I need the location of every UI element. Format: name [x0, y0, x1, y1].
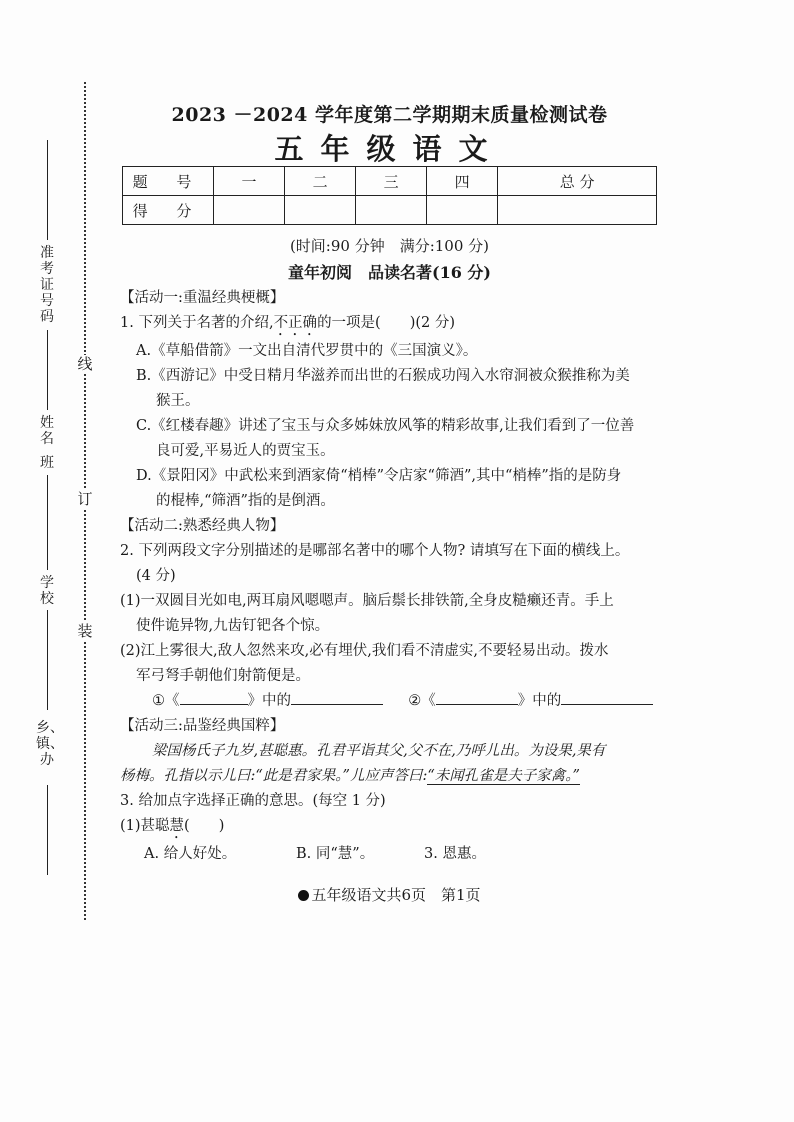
name-write-line[interactable] — [47, 330, 48, 410]
time-info: (时间:90 分钟 满分:100 分) — [289, 237, 490, 255]
score-cell: 题 号 — [123, 167, 214, 196]
section-title: 童年初阅 品读名著(16 分) — [288, 263, 491, 282]
exam-title: 2023 －2024 学年度第二学期期末质量检测试卷 — [171, 104, 608, 126]
q3-sub-1: (1)甚聪慧( ) — [120, 818, 225, 834]
page-footer — [122, 884, 657, 905]
score-input-cell[interactable] — [427, 196, 498, 225]
q3-answer-paren[interactable]: ( ) — [184, 818, 225, 834]
dotted-character: 慧 — [169, 818, 185, 834]
score-input-cell[interactable] — [214, 196, 285, 225]
q1-option-b-cont: 猴王。 — [156, 393, 200, 409]
town-label: 乡、镇、办 — [36, 720, 64, 768]
q1-option-b[interactable]: B.《西游记》中受日精月华滋养而出世的石猴成功闯入水帘洞被众猴推称为美 — [136, 368, 630, 384]
exam-no-label: 准考证号码 — [40, 245, 54, 325]
question-1-stem: 1. 下列关于名著的介绍,不正确的一项是( )(2 分) — [120, 315, 456, 331]
score-cell: 得 分 — [123, 196, 214, 225]
score-table — [122, 166, 657, 225]
question-3-stem: 3. 给加点字选择正确的意思。(每空 1 分) — [120, 793, 386, 809]
footer-text: 五年级语文共6页 第1页 — [311, 886, 481, 904]
subject-title: 五年级语文 — [274, 132, 505, 166]
score-input-cell[interactable] — [498, 196, 657, 225]
character-blank-1[interactable] — [291, 690, 383, 705]
class-label: 班 — [40, 455, 54, 471]
exam-no-write-line[interactable] — [47, 140, 48, 240]
dotted-emphasis: 不正确 — [273, 315, 318, 331]
score-cell: 三 — [356, 167, 427, 196]
score-table-score-row — [123, 196, 657, 225]
q3-choice-a[interactable]: A. 给人好处。 — [144, 846, 237, 862]
q1-option-a[interactable]: A.《草船借箭》一文出自清代罗贯中的《三国演义》。 — [136, 343, 478, 359]
question-2-points: (4 分) — [136, 568, 176, 584]
activity-1-heading: 【活动一:重温经典梗概】 — [120, 290, 285, 306]
q2-passage-1-cont: 使件诡异物,九齿钉钯各个惊。 — [136, 618, 330, 634]
activity-3-heading: 【活动三:品鉴经典国粹】 — [120, 718, 285, 734]
score-cell: 总 分 — [498, 167, 657, 196]
binding-margin — [0, 0, 115, 940]
score-input-cell[interactable] — [356, 196, 427, 225]
q3-choice-b[interactable]: B. 同“慧”。 — [296, 846, 375, 862]
q1-option-c[interactable]: C.《红楼春趣》讲述了宝玉与众多姊妹放风筝的精彩故事,让我们看到了一位善 — [136, 418, 635, 434]
q1-option-d[interactable]: D.《景阳冈》中武松来到酒家倚“梢棒”令店家“筛酒”,其中“梢棒”指的是防身 — [136, 468, 622, 484]
name-label: 姓名 — [40, 415, 54, 447]
score-cell: 一 — [214, 167, 285, 196]
q2-passage-2: (2)江上雾很大,敌人忽然来攻,必有埋伏,我们看不清虚实,不要轻易出动。拨水 — [120, 643, 609, 659]
book-title-blank-1[interactable] — [180, 690, 248, 705]
class-write-line[interactable] — [47, 475, 48, 570]
q3-choice-c[interactable]: 3. 恩惠。 — [424, 846, 486, 862]
bullet-icon — [298, 890, 309, 901]
q2-answer-blanks: ①《 》中的 ②《 》中的 — [120, 689, 660, 714]
q2-passage-1: (1)一双圆目光如电,两耳扇风嗯嗯声。脑后鬃长排铁箭,全身皮糙癞还青。手上 — [120, 593, 614, 609]
underlined-sentence: “未闻孔雀是夫子家禽。” — [427, 768, 580, 784]
q1-option-c-cont: 良可爱,平易近人的贾宝玉。 — [156, 443, 335, 459]
binding-zhuang-char: 装 — [77, 622, 93, 640]
character-blank-2[interactable] — [561, 690, 653, 705]
activity-2-heading: 【活动二:熟悉经典人物】 — [120, 518, 285, 534]
q2-passage-2-cont: 军弓弩手朝他们射箭便是。 — [136, 668, 310, 684]
score-cell: 二 — [285, 167, 356, 196]
classical-passage-cont: 杨梅。孔指以示儿曰:“此是君家果。”儿应声答曰:“未闻孔雀是夫子家禽。” — [120, 768, 580, 784]
classical-passage: 梁国杨氏子九岁,甚聪惠。孔君平诣其父,父不在,乃呼儿出。为设果,果有 — [152, 743, 606, 759]
book-title-blank-2[interactable] — [436, 690, 518, 705]
binding-line-char: 线 — [77, 355, 93, 373]
question-2-stem: 2. 下列两段文字分别描述的是哪部名著中的哪个人物? 请填写在下面的横线上。 — [120, 543, 630, 559]
school-label: 学校 — [40, 575, 54, 607]
score-input-cell[interactable] — [285, 196, 356, 225]
binding-ding-char: 订 — [77, 490, 93, 508]
school-write-line[interactable] — [47, 610, 48, 710]
score-cell: 四 — [427, 167, 498, 196]
questions-content — [120, 286, 660, 867]
q1-option-d-cont: 的棍棒,“筛酒”指的是倒酒。 — [156, 493, 335, 509]
town-write-line[interactable] — [47, 785, 48, 875]
q3-choices — [120, 842, 660, 867]
score-table-header-row — [123, 167, 657, 196]
